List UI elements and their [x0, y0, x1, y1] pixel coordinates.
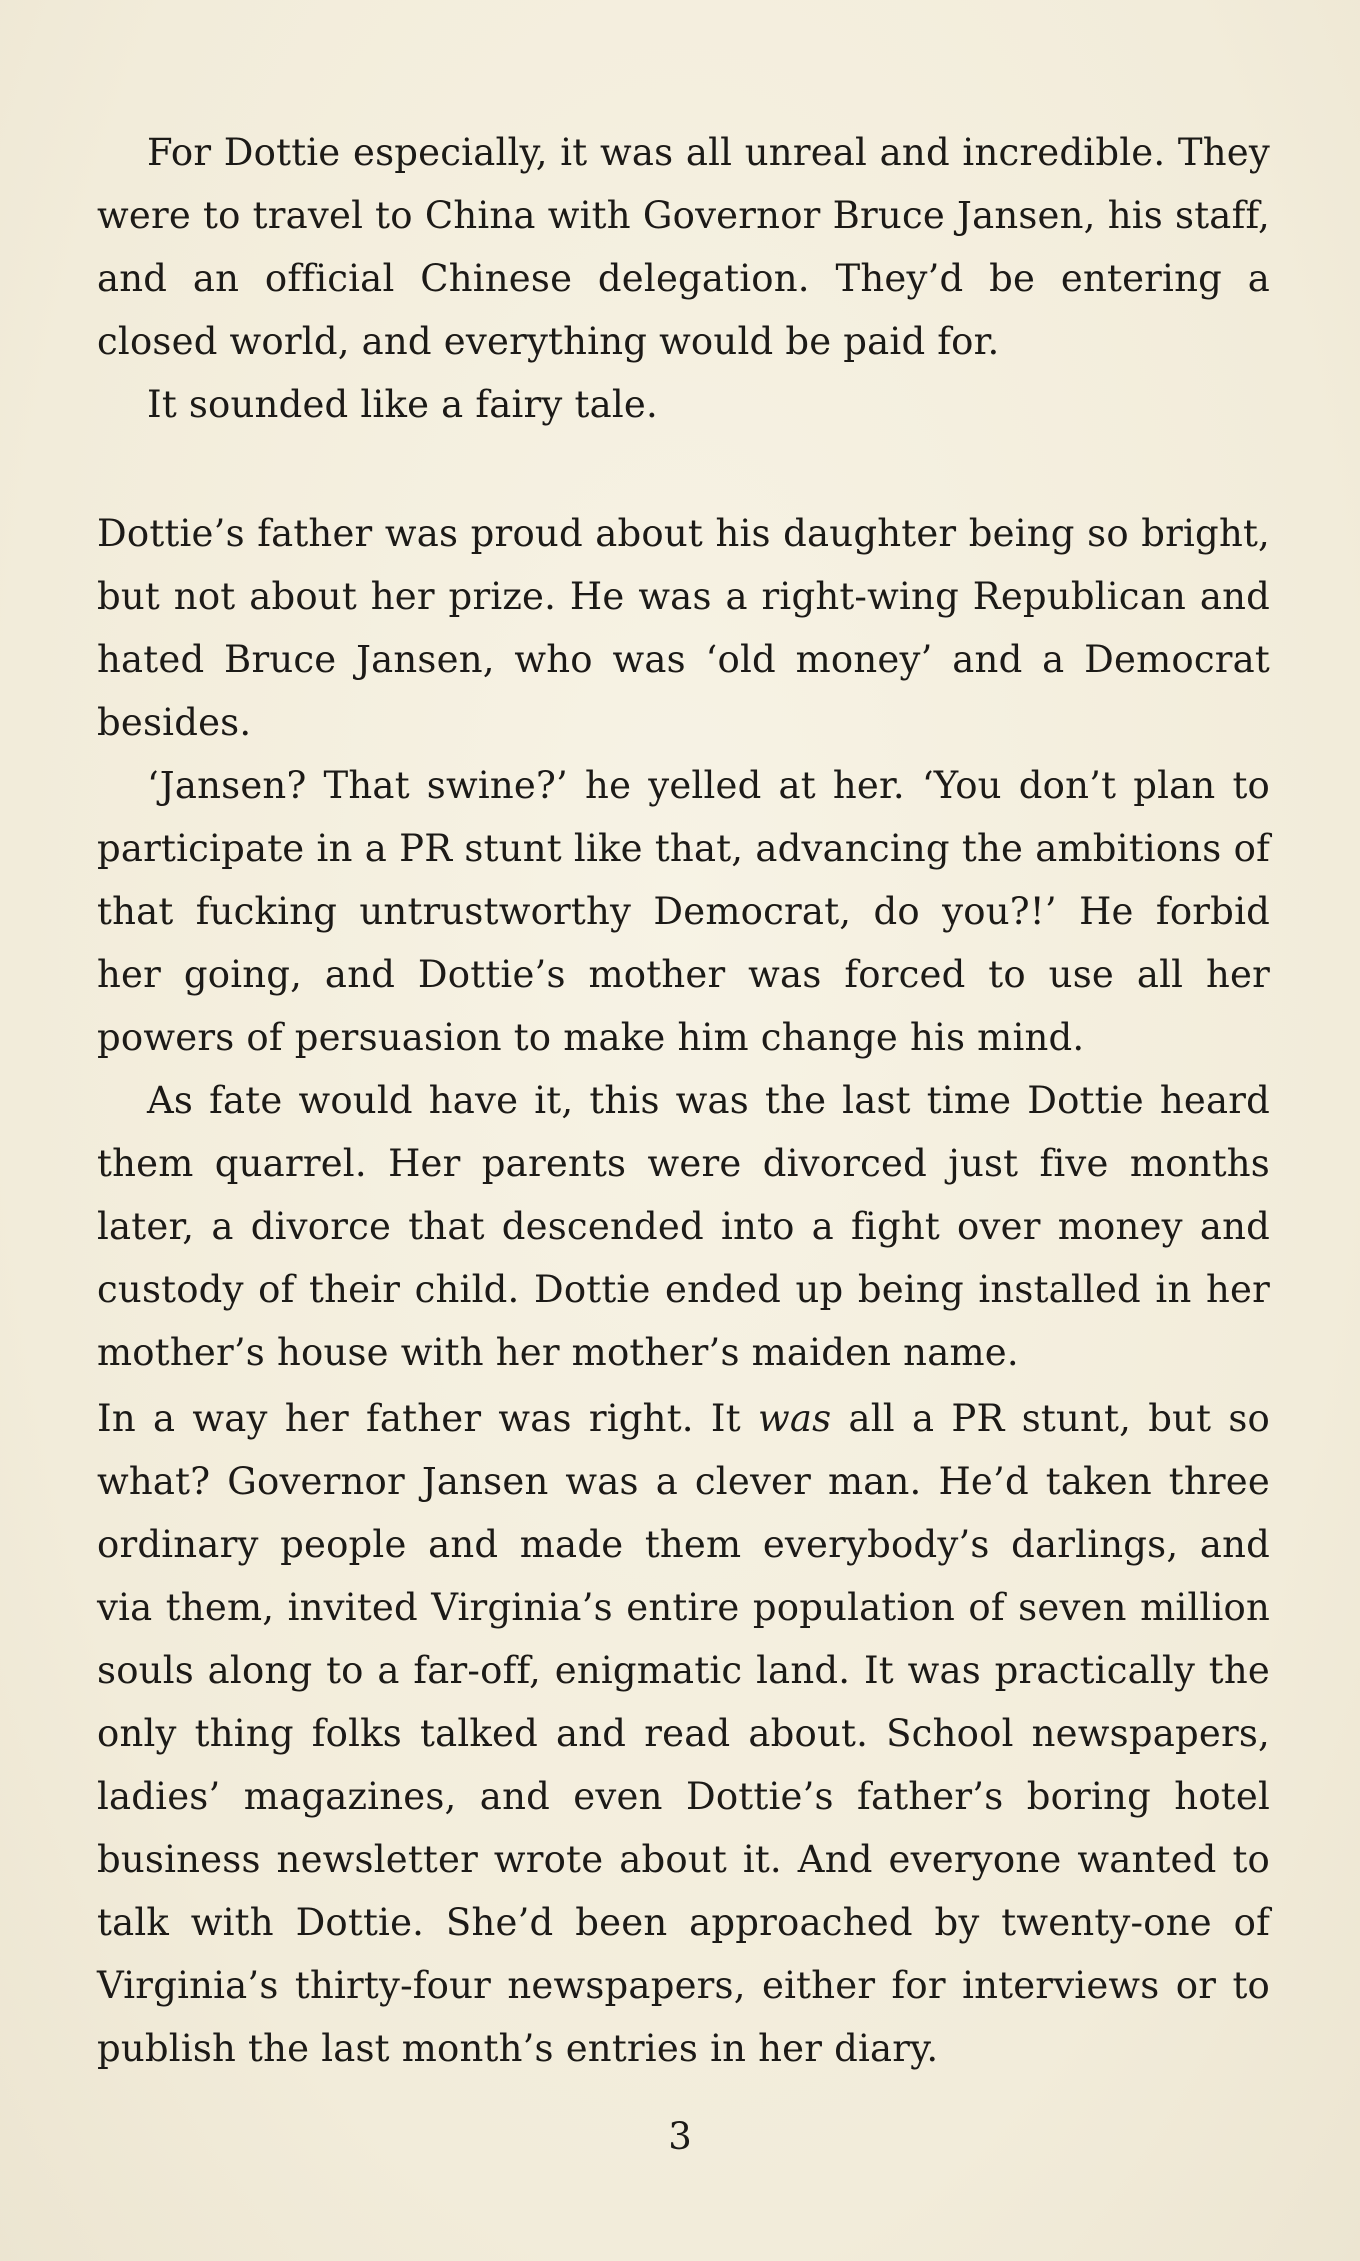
paragraph: Dottie’s father was proud about his daughter being so bright, but not about her prize. He was a right-wing Republican and hated Bruce Jansen, who was ‘old money’ and a Democrat besides. [97, 512, 1270, 744]
paragraph-text: In a way her father was right. It [97, 1397, 758, 1440]
paragraph-text: all a PR stunt, but so what? Governor Jansen was a clever man. He’d taken three ordinary people and made them everybody’s darlings, and via them, invited Virginia’s entire population of seven million souls along to a far-off, enigmatic land. It was practically the only thing folks talked and read about. School newspapers, ladies’ magazines, and even Dottie’s father’s boring hotel business newsletter wrote about it. And everyone wanted to talk with Dottie. She’d been approached by twenty-one of Virginia’s thirty-four newspapers, either for interviews or to publish the last month’s entries in her diary. [97, 1397, 1271, 2070]
paragraph: ‘Jansen? That swine?’ he yelled at her. ‘You don’t plan to participate in a PR stunt like that, advancing the ambitions of that fucking untrustworthy Democrat, do you?!’ He forbid her going, and Dottie’s mother was forced to use all her powers of persuasion to make him change his mind. [97, 764, 1270, 1059]
paragraph: For Dottie especially, it was all unreal and incredible. They were to travel to China with Governor Bruce Jansen, his staff, and an official Chinese delegation. They’d be entering a closed world, and everything would be paid for. [97, 131, 1270, 363]
paragraph: As fate would have it, this was the last time Dottie heard them quarrel. Her parents were divorced just five months later, a divorce that descended into a fight over money and custody of their child. Dottie ended up being installed in her mother’s house with her mother’s maiden name. [97, 1079, 1270, 1374]
section-2 [97, 502, 1270, 1384]
italic-emphasis: was [757, 1397, 832, 1440]
section-1 [97, 121, 1270, 436]
section-3 [97, 1387, 1270, 2080]
paragraph [97, 1387, 1270, 2080]
paragraph: It sounded like a fairy tale. [147, 383, 658, 426]
page-number: 3 [668, 2115, 692, 2158]
